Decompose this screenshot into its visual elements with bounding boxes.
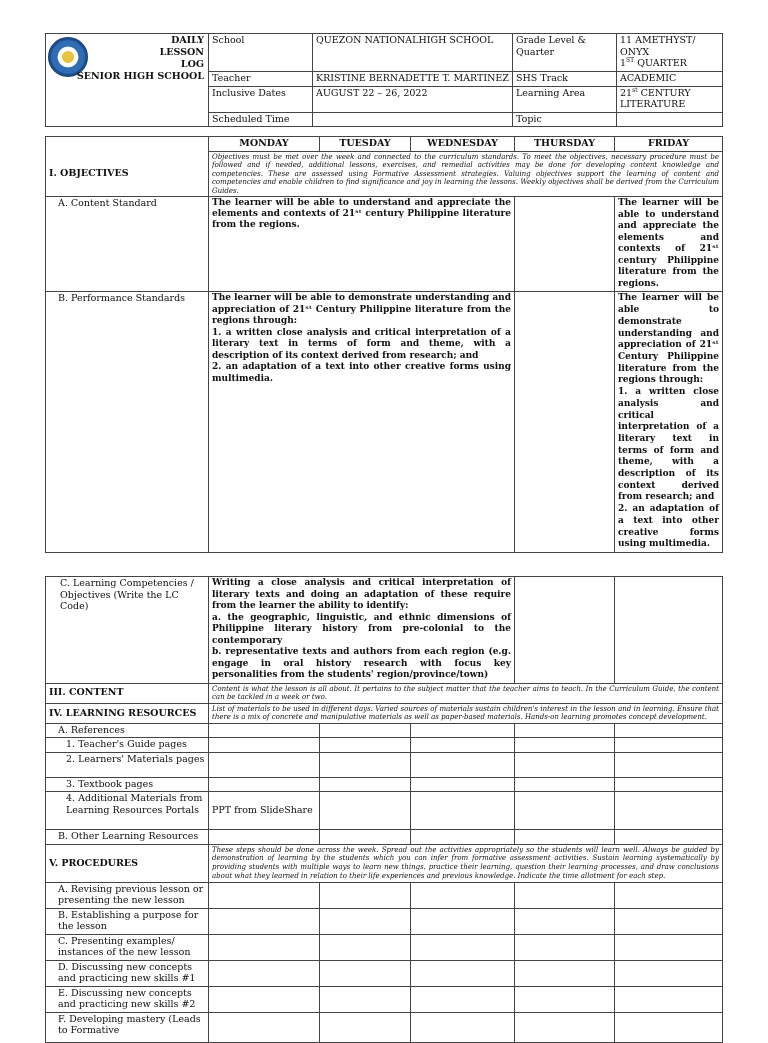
resources-heading: IV. LEARNING RESOURCES bbox=[46, 703, 209, 723]
header-table bbox=[45, 33, 723, 127]
dates-value: AUGUST 22 – 26, 2022 bbox=[313, 86, 513, 112]
teachers-guide-label: 1. Teacher's Guide pages bbox=[46, 738, 209, 753]
other-resources-label: B. Other Learning Resources bbox=[46, 830, 209, 845]
objectives-heading: I. OBJECTIVES bbox=[46, 151, 209, 197]
procedure-e-label: E. Discussing new concepts and practicing new skills #2 bbox=[46, 986, 209, 1012]
grade-value: 11 AMETHYST/ ONYX 1ST QUARTER bbox=[617, 34, 723, 72]
sched-label: Scheduled Time bbox=[209, 112, 313, 127]
procedures-heading: V. PROCEDURES bbox=[46, 844, 209, 882]
grade-label: Grade Level & Quarter bbox=[513, 34, 617, 72]
daily-label: DAILY bbox=[171, 35, 204, 46]
teacher-value: KRISTINE BERNADETTE T. MARTINEZ bbox=[313, 72, 513, 87]
dates-label: Inclusive Dates bbox=[209, 86, 313, 112]
track-value: ACADEMIC bbox=[617, 72, 723, 87]
day-header-friday: FRIDAY bbox=[615, 137, 723, 152]
objectives-table bbox=[45, 136, 723, 553]
content-standard-friday: The learner will be able to understand and appreciate the elements and contexts of 21ˢᵗ century Philippine literature from the regions. bbox=[615, 197, 723, 292]
day-header-wednesday: WEDNESDAY bbox=[411, 137, 515, 152]
competencies-label: C. Learning Competencies / Objectives (Write the LC Code) bbox=[46, 577, 209, 684]
procedure-b-label: B. Establishing a purpose for the lesson bbox=[46, 908, 209, 934]
performance-standards-friday: The learner will be able to demonstrate understanding and appreciation of 21ˢᵗ Century Philippine literature from the regions through: 1. a written close analysis and critical interpretation of a literary text in terms of form and theme, with a description of its context derived from research; and 2. an adaptation of a text into other creative forms using multimedia. bbox=[615, 292, 723, 552]
performance-standards-monday: The learner will be able to demonstrate understanding and appreciation of 21ˢᵗ Century Philippine literature from the regions through: 1. a written close analysis and critical interpretation of a literary text in terms of form and theme, with a description of its context derived from research; and 2. an adaptation of a text into other creative forms using multimedia. bbox=[209, 292, 515, 552]
topic-label: Topic bbox=[513, 112, 617, 127]
procedure-f-label: F. Developing mastery (Leads to Formative bbox=[46, 1012, 209, 1042]
textbook-label: 3. Textbook pages bbox=[46, 777, 209, 792]
day-header-monday: MONDAY bbox=[209, 137, 320, 152]
procedure-a-label: A. Revising previous lesson or presenting the new lesson bbox=[46, 882, 209, 908]
performance-standards-label: B. Performance Standards bbox=[46, 292, 209, 552]
area-value: 21st CENTURY LITERATURE bbox=[617, 86, 723, 112]
resources-procedures-table bbox=[45, 576, 723, 1043]
content-note: Content is what the lesson is all about. It pertains to the subject matter that the teacher aims to teach. In the Curriculum Guide, the content can be tackled in a week or two. bbox=[209, 683, 723, 703]
lesson-label: LESSON bbox=[159, 47, 204, 58]
resources-note: List of materials to be used in different days. Varied sources of materials sustain children's interest in the lesson and in learning. Ensure that there is a mix of concrete and manipulative materials as well as paper-based materials. Hands-on learning promotes concept development. bbox=[209, 703, 723, 723]
content-standard-monday: The learner will be able to understand and appreciate the elements and contexts of 21ˢᵗ century Philippine literature from the regions. bbox=[209, 197, 515, 292]
sched-value bbox=[313, 112, 513, 127]
competencies-monday: Writing a close analysis and critical interpretation of literary texts and doing an adaptation of these require from the learner the ability to identify: a. the geographic, linguistic, and ethnic dimensions of Philippine literary history from pre-colonial to the contemporary b. representative texts and authors from each region (e.g. engage in oral history research with focus key personalities from the students' region/province/town) bbox=[209, 577, 515, 684]
school-label: School bbox=[209, 34, 313, 72]
area-label: Learning Area bbox=[513, 86, 617, 112]
references-label: A. References bbox=[46, 723, 209, 738]
content-standard-label: A. Content Standard bbox=[46, 197, 209, 292]
procedures-note: These steps should be done across the week. Spread out the activities appropriately so the students will learn well. Always be guided by demonstration of learning by the students which you can infer from formative assessment activities. Sustain learning systematically by providing students with multiple ways to learn new things, practice their learning, question their learning processes, and draw conclusions about what they learned in relation to their life experiences and previous knowledge. Indicate the time allotment for each step. bbox=[209, 844, 723, 882]
additional-materials-label: 4. Additional Materials from Learning Resources Portals bbox=[46, 792, 209, 830]
procedure-d-label: D. Discussing new concepts and practicing new skills #1 bbox=[46, 960, 209, 986]
learners-materials-label: 2. Learners' Materials pages bbox=[46, 752, 209, 777]
content-heading: III. CONTENT bbox=[46, 683, 209, 703]
teacher-label: Teacher bbox=[209, 72, 313, 87]
objectives-note: Objectives must be met over the week and connected to the curriculum standards. To meet the objectives, necessary procedure must be followed and if needed, additional lessons, exercises, and remedial activities may be done for developing content knowledge and competencies. These are assessed using Formative Assessment strategies. Valuing objectives support the learning of content and competencies and enable children to find significance and joy in learning the lessons. Weekly objectives shall be derived from the Curriculum Guides. bbox=[209, 151, 723, 197]
topic-value bbox=[617, 112, 723, 127]
day-header-thursday: THURSDAY bbox=[515, 137, 615, 152]
shs-label: SENIOR HIGH SCHOOL bbox=[76, 71, 204, 82]
log-label: LOG bbox=[180, 59, 204, 70]
procedure-c-label: C. Presenting examples/ instances of the new lesson bbox=[46, 934, 209, 960]
track-label: SHS Track bbox=[513, 72, 617, 87]
additional-materials-monday: PPT from SlideShare bbox=[209, 792, 320, 830]
school-value: QUEZON NATIONALHIGH SCHOOL bbox=[313, 34, 513, 72]
day-header-tuesday: TUESDAY bbox=[320, 137, 411, 152]
